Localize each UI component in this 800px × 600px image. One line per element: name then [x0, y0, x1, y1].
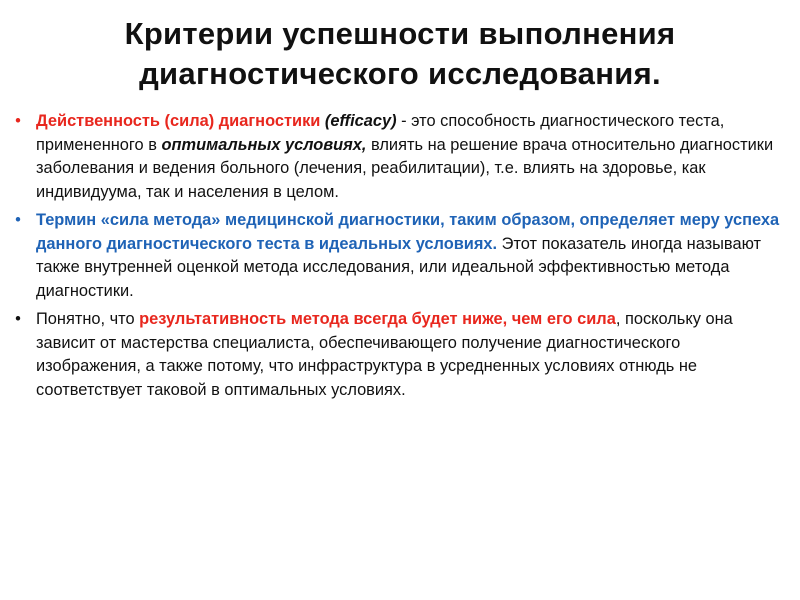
bullet-list — [8, 110, 783, 407]
bullet-item-1 — [8, 110, 783, 204]
slide-title-line-2: диагностического исследования. — [139, 56, 661, 91]
bullet-text-segment: влиять на решение врача относительно диагностики заболевания и ведения больного (лечения, реабилитации), т.е. влиять на здоровье, как индивидуума, так и населения в целом. — [36, 135, 774, 201]
bullet-text-segment: Понятно, что — [36, 310, 140, 328]
bullet-text-segment: Термин «сила метода» медицинской диагностики, таким образом, определяет меру успеха данного диагностического теста в идеальных условиях. — [36, 211, 780, 253]
bullet-text-segment: результативность метода всегда будет ниже, чем его сила — [139, 310, 616, 328]
bullet-marker: • — [15, 211, 21, 229]
bullet-text-segment: (efficacy) — [324, 112, 397, 130]
bullet-item-2 — [8, 209, 783, 303]
slide-title-line-1: Критерии успешности выполнения — [124, 16, 676, 51]
bullet-text-segment: , поскольку она зависит от мастерства специалиста, обеспечивающего получение диагностического изображения, а также потому, что инфраструктура в усредненных условиях отнюдь не соответствует таковой в оптимальных условиях. — [36, 310, 733, 399]
bullet-marker: • — [15, 310, 21, 328]
bullet-item-3 — [8, 308, 783, 402]
slide-title — [40, 14, 760, 94]
bullet-marker: • — [15, 112, 21, 130]
bullet-text-segment: Этот показатель иногда называют также внутренней оценкой метода исследования, или идеальной эффективностью метода диагностики. — [36, 234, 762, 300]
bullet-text-segment: оптимальных условиях, — [161, 135, 367, 154]
bullet-text-segment: Действенность (сила) диагностики — [36, 112, 325, 130]
bullet-text-segment: - это способность диагностического теста, примененного в — [36, 112, 725, 154]
